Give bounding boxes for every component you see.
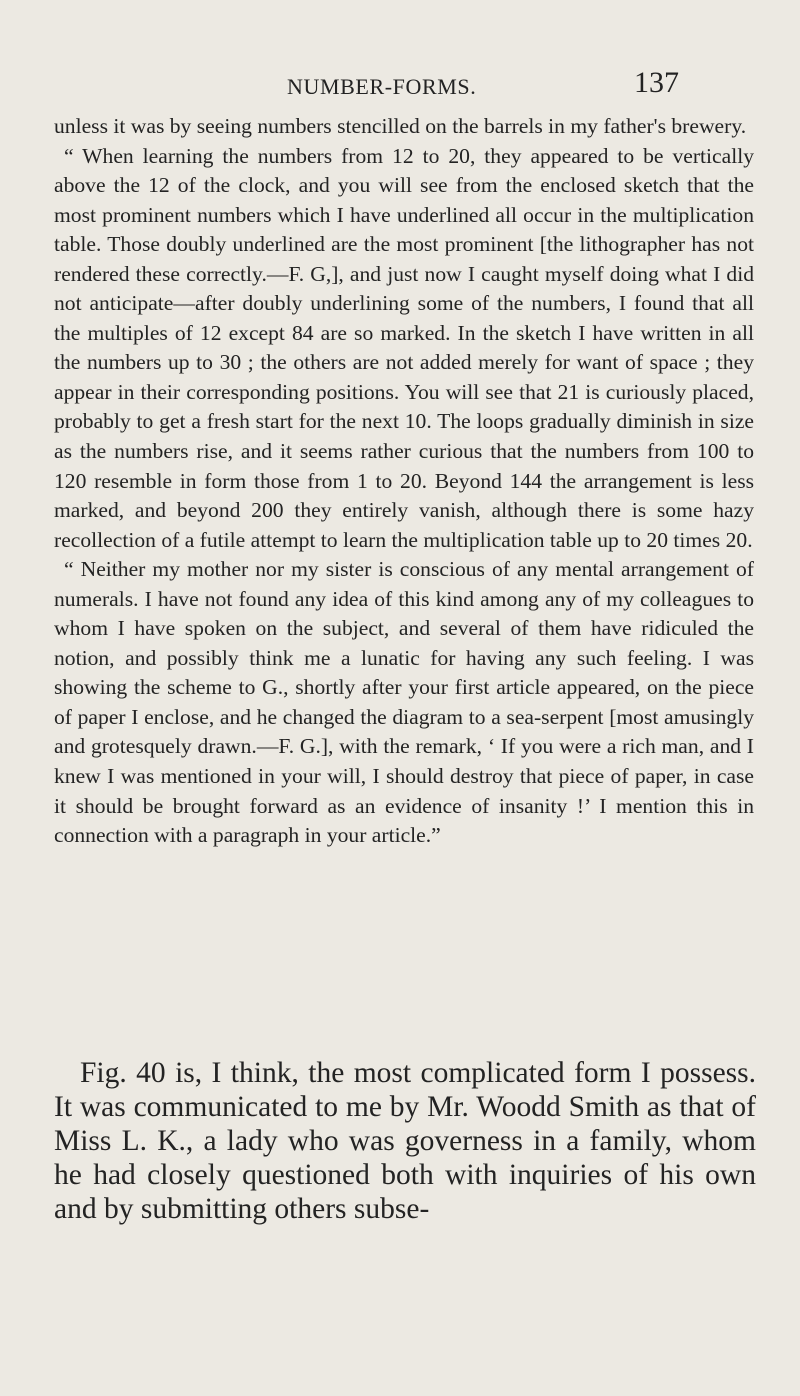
- page-number: 137: [634, 66, 679, 99]
- running-title: NUMBER-FORMS.: [287, 74, 477, 99]
- paragraph-quote-learning: “ When learning the numbers from 12 to 20, they appeared to be vertically above the 12 of the clock, and you will see from the enclosed sketch that the most prominent numbers which I have underlined all occur in the multiplication table. Those doubly underlined are the most prominent [the lithographer has not rendered these correctly.—F. G,], and just now I caught myself doing what I did not anticipate—after doubly underlining some of the numbers, I found that all the multiples of 12 except 84 are so marked. In the sketch I have written in all the numbers up to 30 ; the others are not added merely for want of space ; they appear in their corresponding positions. You will see that 21 is curiously placed, probably to get a fresh start for the next 10. The loops gradually diminish in size as the numbers rise, and it seems rather curious that the numbers from 100 to 120 resemble in form those from 1 to 20. Beyond 144 the arrangement is less marked, and beyond 200 they entirely vanish, although there is some hazy recollection of a futile attempt to learn the multiplication table up to 20 times 20.: [54, 143, 754, 552]
- large-text-block: [54, 1056, 756, 1226]
- paragraph-quote-mother: “ Neither my mother nor my sister is conscious of any mental arrangement of numerals. I have not found any idea of this kind among any of my colleagues to whom I have spoken on the subject, and several of them have ridiculed the notion, and possibly think me a lunatic for having any such feeling. I was showing the scheme to G., shortly after your first article appeared, on the piece of paper I enclose, and he changed the diagram to a sea-serpent [most amusingly and grotesquely drawn.—F. G.], with the remark, ‘ If you were a rich man, and I knew I was mentioned in your will, I should destroy that piece of paper, in case it should be brought forward as an evidence of insanity !’ I mention this in connection with a paragraph in your article.”: [54, 557, 754, 848]
- paragraph-fig-40: Fig. 40 is, I think, the most complicated form I possess. It was communicated to me by Mr. Woodd Smith as that of Miss L. K., a lady who was governess in a family, whom he had closely questioned both with inquiries of his own and by submitting others subse-: [54, 1057, 756, 1225]
- body-text: [54, 112, 754, 851]
- paragraph-continuation: unless it was by seeing numbers stencilled on the barrels in my father's brewery.: [54, 114, 747, 138]
